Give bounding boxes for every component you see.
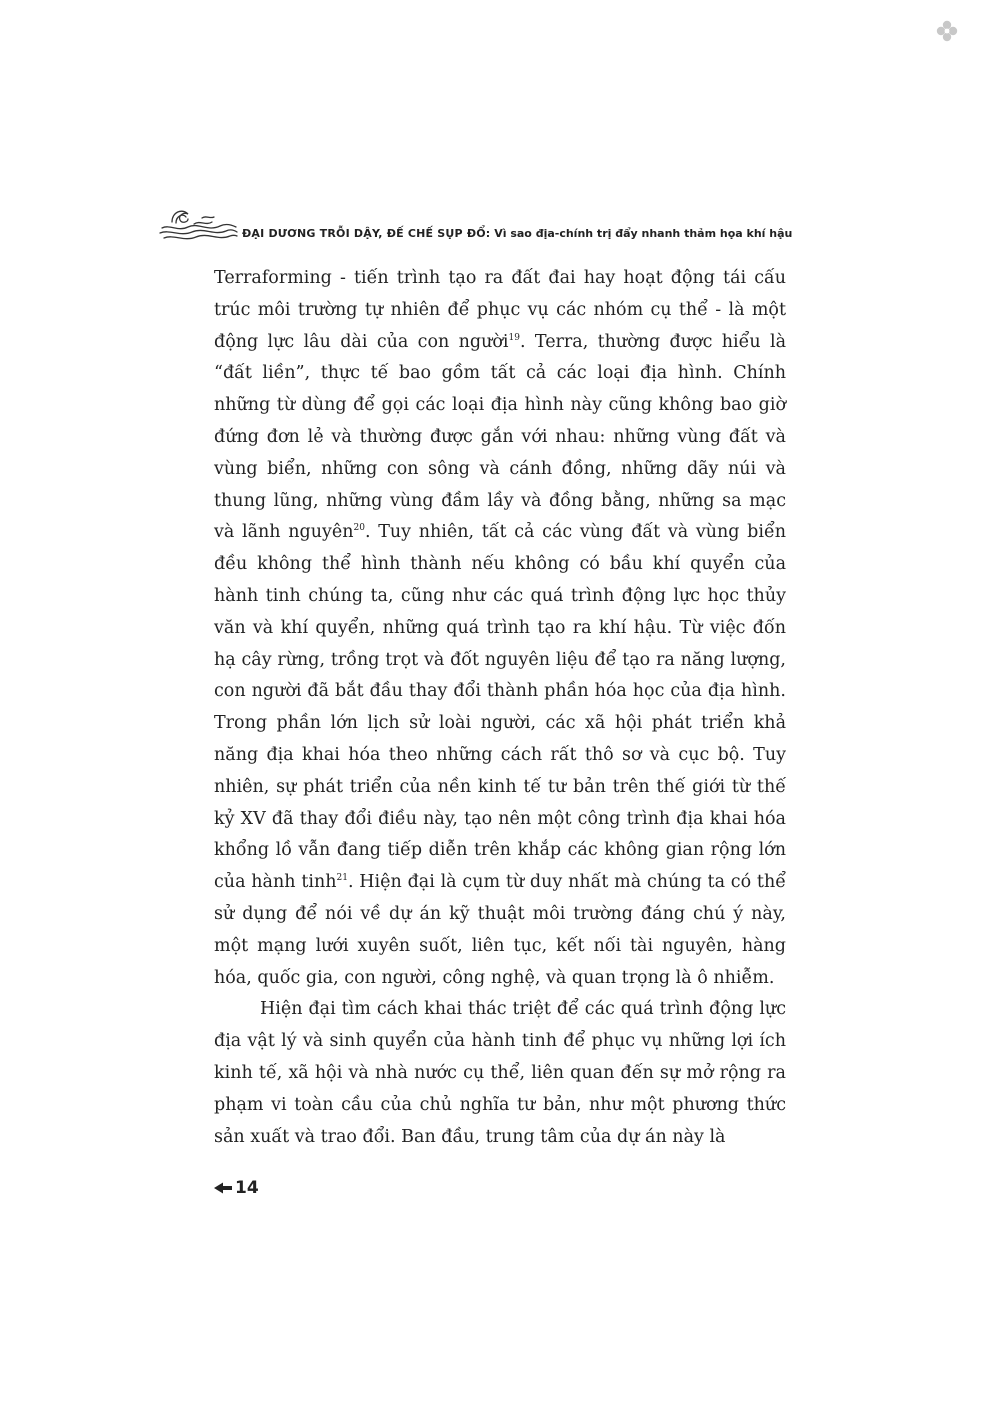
book-title: ĐẠI DƯƠNG TRỖI DẬY, ĐẾ CHẾ SỤP ĐỔ:	[242, 227, 491, 240]
paragraph-1-part-1: Terraforming - tiến trình tạo ra đất đai hay hoạt động tái cấu trúc môi trường tự nhiên để phục vụ các nhóm cụ thể - là một động lực lâu dài của con người	[214, 268, 786, 352]
paragraph-1	[214, 263, 786, 994]
running-header-title	[242, 227, 792, 240]
flower-icon	[934, 18, 960, 44]
paragraph-1-part-4: . Hiện đại là cụm từ duy nhất mà chúng ta có thể sử dụng để nói về dự án kỹ thuật môi trường đáng chú ý này, một mạng lưới xuyên suốt, liên tục, kết nối tài nguyên, hàng hóa, quốc gia, con người, công nghệ, và quan trọng là ô nhiễm.	[214, 872, 786, 988]
paragraph-2: Hiện đại tìm cách khai thác triệt để các quá trình động lực địa vật lý và sinh quyển của hành tinh để phục vụ những lợi ích kinh tế, xã hội và nhà nước cụ thể, liên quan đến sự mở rộng ra phạm vi toàn cầu của chủ nghĩa tư bản, như một phương thức sản xuất và trao đổi. Ban đầu, trung tâm của dự án này là	[214, 999, 786, 1147]
arrow-left-icon	[214, 1182, 232, 1194]
book-subtitle: Vì sao địa-chính trị đẩy nhanh thảm họa khí hậu	[490, 227, 793, 240]
body-text	[214, 263, 786, 1153]
wave-icon	[158, 202, 238, 246]
footnote-ref-21: 21	[336, 873, 348, 884]
page-folio	[214, 1177, 259, 1199]
paragraph-1-part-3: . Tuy nhiên, tất cả các vùng đất và vùng biển đều không thể hình thành nếu không có bầu khí quyển của hành tinh chúng ta, cũng như các quá trình động lực học thủy văn và khí quyển, những quá trình tạo ra khí hậu. Từ việc đốn hạ cây rừng, trồng trọt và đốt nguyên liệu để tạo ra năng lượng, con người đã bắt đầu thay đổi thành phần hóa học của địa hình. Trong phần lớn lịch sử loài người, các xã hội phát triển khả năng địa khai hóa theo những cách rất thô sơ và cục bộ. Tuy nhiên, sự phát triển của nền kinh tế tư bản trên thế giới từ thế kỷ XV đã thay đổi điều này, tạo nên một công trình địa khai hóa khổng lồ vẫn đang tiếp diễn trên khắp các không gian rộng lớn của hành tinh	[214, 522, 786, 893]
paragraph-1-part-2: . Terra, thường được hiểu là “đất liền”, thực tế bao gồm tất cả các loại địa hình. Chính những từ dùng để gọi các loại địa hình này cũng không bao giờ đứng đơn lẻ và thường được gắn với nhau: những vùng đất và vùng biển, những con sông và cánh đồng, những dãy núi và thung lũng, những vùng đầm lầy và đồng bằng, những sa mạc và lãnh nguyên	[214, 331, 787, 543]
page-number: 14	[235, 1178, 259, 1198]
footnote-ref-19: 19	[508, 332, 520, 343]
footnote-ref-20: 20	[353, 523, 365, 534]
running-header	[158, 200, 878, 248]
